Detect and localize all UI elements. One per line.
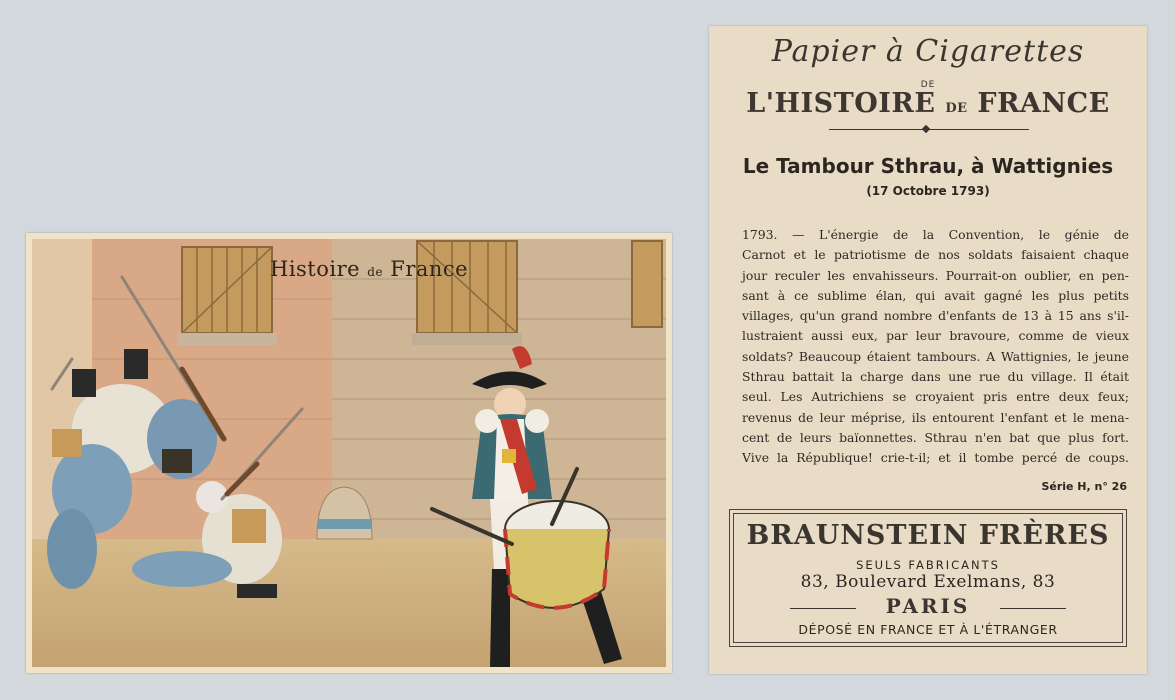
header-line2-c: FRANCE [977,88,1110,119]
front-title-part1: Histoire [270,257,361,281]
story-line: Vive la République! crie-t-il; et il tombe percé de coups. [742,450,1129,466]
maker-name: BRAUNSTEIN FRÈRES [746,520,1110,551]
header-line2 [709,88,1147,119]
subject-date: (17 Octobre 1793) [866,184,990,198]
story-body [742,225,1129,469]
maker-role: SEULS FABRICANTS [856,558,1000,572]
battle-scene-illustration [32,239,666,667]
story-line: soldats? Beaucoup étaient tambours. A Wattignies, le jeune [742,348,1129,364]
story-line: revenus de leur méprise, ils entourent l'enfant et le mena- [742,409,1129,425]
header-ornament [922,125,930,133]
story-line: Sthrau battait la charge dans une rue du village. Il était [742,369,1129,385]
front-card-title [270,257,468,281]
front-title-part3: France [390,257,469,281]
maker-frame [729,509,1127,647]
city-rule-right [1000,608,1066,609]
maker-city: PARIS [885,594,971,618]
subject-title: Le Tambour Sthrau, à Wattignies [742,154,1114,178]
series-label: Série H, n° 26 [1041,480,1127,493]
story-line: Carnot et le patriotisme de nos soldats faisaient chaque [742,247,1129,263]
story-line: jour reculer les envahisseurs. Pourrait-on oublier, en pen- [742,267,1129,283]
maker-address: 83, Boulevard Exelmans, 83 [800,572,1056,592]
header-line2-a: L'HISTOIRE [746,88,936,119]
card-back-text [709,26,1147,674]
header-line2-b: DE [945,101,968,116]
header-de: DE [920,80,936,90]
card-front-illustration [26,233,672,673]
front-title-part2: de [367,265,384,279]
story-line: cent de leurs baïonnettes. Sthrau n'en bat que plus fort. [742,429,1129,445]
header-line1: Papier à Cigarettes [771,34,1085,69]
story-line: seul. Les Autrichiens se croyaient pris entre deux feux; [742,389,1129,405]
story-line: lustraient aussi eux, par leur bravoure, comme de vieux [742,328,1129,344]
story-line: 1793. — L'énergie de la Convention, le génie de [742,227,1129,242]
maker-legal: DÉPOSÉ EN FRANCE ET À L'ÉTRANGER [798,622,1058,637]
story-line: sant à ce sublime élan, qui avait gagné les plus petits [742,287,1129,303]
story-line: villages, qu'un grand nombre d'enfants de 13 à 15 ans s'il- [742,308,1129,324]
